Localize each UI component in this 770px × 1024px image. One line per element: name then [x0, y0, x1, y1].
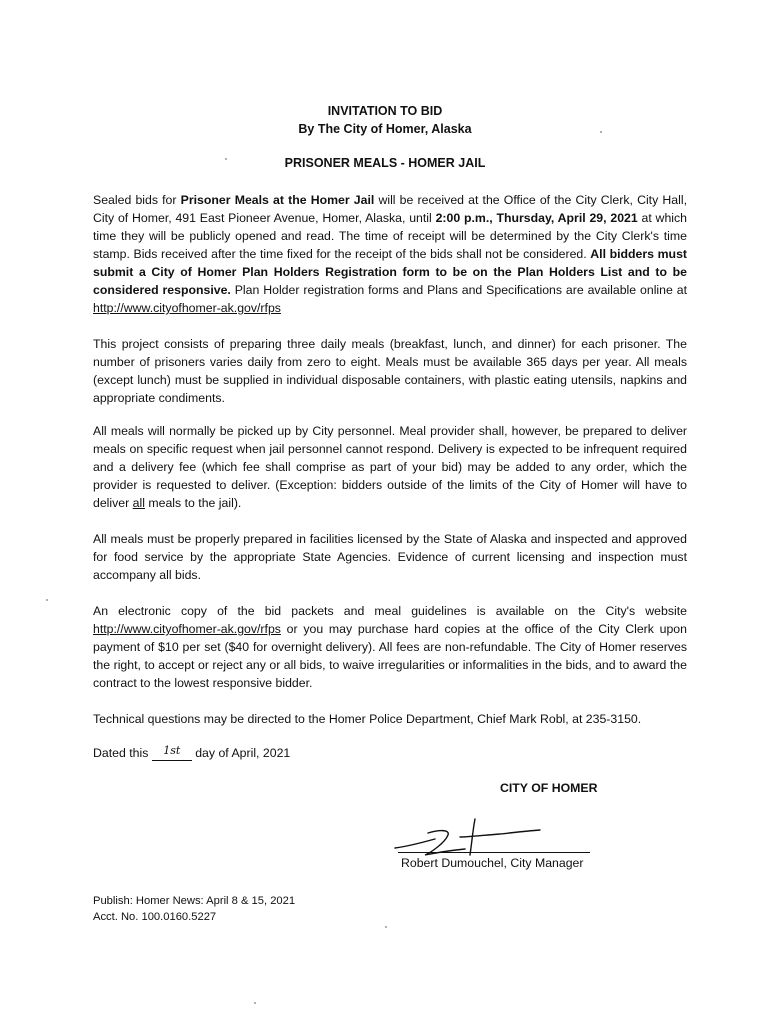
scan-speck: [46, 599, 48, 601]
doc-title: INVITATION TO BID: [327, 104, 443, 118]
rfps-link-2[interactable]: http://www.cityofhomer-ak.gov/rfps: [93, 622, 281, 636]
paragraph-bid-submission: Sealed bids for Prisoner Meals at the Homer Jail will be received at the Office of the City Clerk, City Hall, City of Homer, 491 East Pioneer Avenue, Homer, Alaska, until 2:00 p.m., Thursday, April 29, 2021 at which time they will be publicly opened and read. The time of receipt will be determined by the City Clerk's time stamp. Bids received after the time fixed for the receipt of the bids shall not be considered. All bidders must submit a City of Homer Plan Holders Registration form to be on the Plan Holders List and to be considered responsive. Plan Holder registration forms and Plans and Specifications are available online at http://www.cityofhomer-ak.gov/rfps: [93, 193, 688, 315]
scan-speck: [254, 1002, 256, 1004]
paragraph-bid-packets: An electronic copy of the bid packets and meal guidelines is available on the City's website http://www.cityofhomer-ak.gov/rfps or you may purchase hard copies at the office of the City Clerk upon payment of $10 per set ($40 for overnight delivery). All fees are non-refundable. The City of Homer reserves the right, to accept or reject any or all bids, to waive irregularities or informalities in the bids, and to award the contract to the lowest responsive bidder.: [93, 604, 687, 690]
paragraph-meal-delivery: All meals will normally be picked up by City personnel. Meal provider shall, however, be prepared to deliver meals on specific request when jail personnel cannot respond. Delivery is expected to be infrequent required and a delivery fee (which fee shall comprise as part of your bid) may be added to any order, which the provider is requested to deliver. (Exception: bidders outside of the limits of the City of Homer will have to deliver all meals to the jail).: [93, 424, 687, 510]
doc-subtitle: By The City of Homer, Alaska: [298, 122, 472, 136]
scan-speck: [385, 926, 387, 928]
city-of-homer-label: CITY OF HOMER: [500, 781, 598, 795]
manager-name: Robert Dumouchel, City Manager: [401, 856, 584, 870]
handwritten-day: 1st: [152, 742, 192, 761]
scan-speck: [600, 131, 602, 133]
rfps-link[interactable]: http://www.cityofhomer-ak.gov/rfps: [93, 301, 281, 315]
paragraph-project-scope: This project consists of preparing three daily meals (breakfast, lunch, and dinner) for each prisoner. The number of prisoners varies daily from zero to eight. Meals must be available 365 days per year. All meals (except lunch) must be supplied in individual disposable containers, with plastic eating utensils, napkins and appropriate condiments.: [93, 337, 687, 405]
dated-line: Dated this 1st day of April, 2021: [93, 744, 291, 760]
publish-info: Publish: Homer News: April 8 & 15, 2021: [93, 895, 296, 907]
paragraph-licensing: All meals must be properly prepared in facilities licensed by the State of Alaska and inspected and approved for food service by the appropriate State Agencies. Evidence of current licensing and inspection must accompany all bids.: [93, 532, 687, 582]
project-title: PRISONER MEALS - HOMER JAIL: [284, 156, 486, 170]
scan-speck: [225, 158, 227, 160]
signature-line: [398, 852, 590, 853]
paragraph-technical-questions: Technical questions may be directed to the Homer Police Department, Chief Mark Robl, at 235-3150.: [93, 712, 642, 726]
signature-mark: [390, 815, 590, 860]
account-number: Acct. No. 100.0160.5227: [93, 911, 217, 923]
